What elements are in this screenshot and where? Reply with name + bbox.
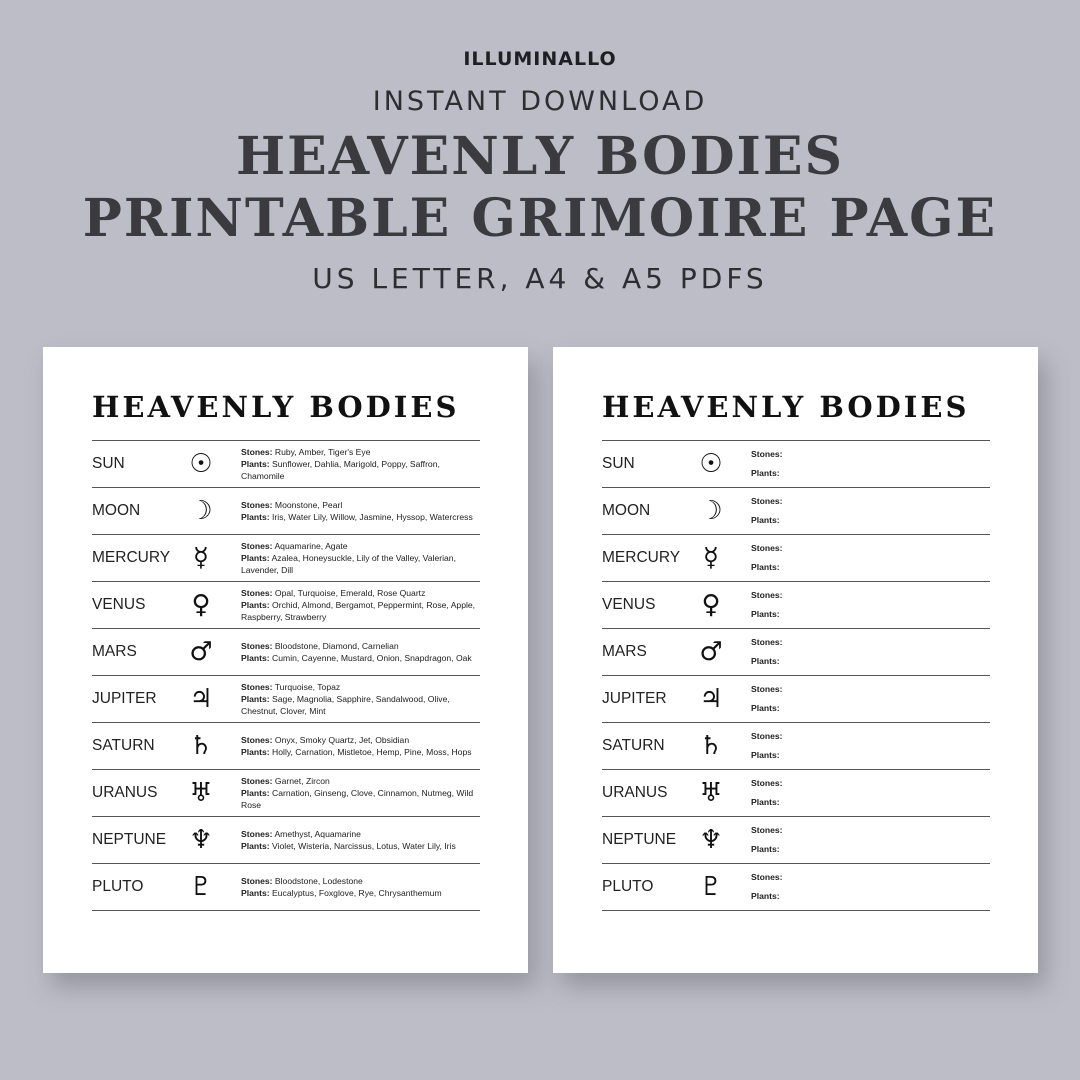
blank-correspondences	[751, 821, 990, 859]
planet-name: MOON	[602, 502, 651, 519]
blank-correspondences	[751, 445, 990, 483]
planet-name: SATURN	[602, 737, 665, 754]
page-title: HEAVENLY BODIES	[92, 390, 460, 424]
planet-name: MERCURY	[602, 549, 681, 566]
planet-row-mars	[602, 629, 990, 676]
plants-value: Orchid, Almond, Bergamot, Peppermint, Rose, Apple, Raspberry, Strawberry	[241, 600, 476, 622]
planet-correspondences	[241, 536, 480, 580]
plants-label: Plants:	[751, 562, 780, 572]
planet-row-mercury	[602, 535, 990, 582]
planet-name: MARS	[602, 643, 647, 660]
mercury-symbol-icon: ☿︎	[703, 543, 719, 573]
stones-label: Stones:	[751, 825, 783, 835]
stones-value: Moonstone, Pearl	[274, 500, 343, 510]
plants-value: Carnation, Ginseng, Clove, Cinnamon, Nutmeg, Wild Rose	[241, 788, 474, 810]
blank-correspondences	[751, 868, 990, 906]
stones-label: Stones:	[241, 829, 273, 839]
mars-symbol-icon: ♂︎	[699, 637, 723, 667]
planet-correspondences	[241, 824, 480, 856]
stones-value: Bloodstone, Lodestone	[274, 876, 363, 886]
plants-value: Violet, Wisteria, Narcissus, Lotus, Water Lily, Iris	[272, 841, 456, 851]
planet-name: SUN	[602, 455, 635, 472]
planet-row-sun	[92, 441, 480, 488]
blank-correspondences	[751, 774, 990, 812]
planet-correspondences	[241, 636, 480, 668]
blank-correspondences	[751, 539, 990, 577]
plants-label: Plants:	[751, 656, 780, 666]
stones-label: Stones:	[751, 590, 783, 600]
planet-correspondences	[241, 442, 480, 486]
planet-name: URANUS	[602, 784, 668, 801]
sun-symbol-icon: ☉︎	[699, 449, 723, 479]
stones-label: Stones:	[751, 684, 783, 694]
planet-correspondences	[241, 871, 480, 903]
planet-row-uranus	[602, 770, 990, 817]
planet-row-moon	[92, 488, 480, 535]
mars-symbol-icon: ♂︎	[189, 637, 213, 667]
stones-label: Stones:	[751, 778, 783, 788]
stones-label: Stones:	[241, 876, 273, 886]
plants-label: Plants:	[751, 750, 780, 760]
blank-correspondences	[751, 680, 990, 718]
mercury-symbol-icon: ☿︎	[193, 543, 209, 573]
uranus-symbol-icon: ♅︎	[189, 778, 213, 808]
planet-correspondences	[241, 583, 480, 627]
planet-row-mars	[92, 629, 480, 676]
planet-name: VENUS	[602, 596, 656, 613]
planet-name: NEPTUNE	[92, 831, 167, 848]
stones-value: Ruby, Amber, Tiger's Eye	[274, 447, 371, 457]
planet-table	[92, 440, 480, 911]
blank-page-preview	[553, 347, 1038, 973]
planet-correspondences	[241, 730, 480, 762]
plants-value: Azalea, Honeysuckle, Lily of the Valley, Valerian, Lavender, Dill	[241, 553, 456, 575]
plants-value: Sage, Magnolia, Sapphire, Sandalwood, Olive, Chestnut, Clover, Mint	[241, 694, 450, 716]
stones-value: Turquoise, Topaz	[274, 682, 341, 692]
planet-row-moon	[602, 488, 990, 535]
plants-label: Plants:	[241, 553, 270, 563]
planet-row-neptune	[92, 817, 480, 864]
plants-label: Plants:	[241, 788, 270, 798]
stones-label: Stones:	[751, 872, 783, 882]
filled-page-preview	[43, 347, 528, 973]
stones-value: Aquamarine, Agate	[274, 541, 348, 551]
planet-name: PLUTO	[92, 878, 144, 895]
pluto-symbol-icon: ♇︎	[699, 872, 723, 902]
stones-label: Stones:	[241, 776, 273, 786]
stones-value: Garnet, Zircon	[274, 776, 330, 786]
planet-name: MOON	[92, 502, 141, 519]
planet-name: MARS	[92, 643, 137, 660]
plants-label: Plants:	[241, 512, 270, 522]
plants-value: Iris, Water Lily, Willow, Jasmine, Hyssop, Watercress	[272, 512, 473, 522]
brand-name: ILLUMINALLO	[463, 48, 617, 70]
stones-label: Stones:	[241, 682, 273, 692]
stones-label: Stones:	[751, 449, 783, 459]
stones-label: Stones:	[751, 543, 783, 553]
stones-label: Stones:	[751, 731, 783, 741]
planet-name: JUPITER	[602, 690, 667, 707]
plants-label: Plants:	[751, 515, 780, 525]
plants-label: Plants:	[751, 844, 780, 854]
plants-label: Plants:	[751, 703, 780, 713]
stones-label: Stones:	[751, 637, 783, 647]
planet-name: MERCURY	[92, 549, 171, 566]
plants-value: Sunflower, Dahlia, Marigold, Poppy, Saffron, Chamomile	[241, 459, 440, 481]
pluto-symbol-icon: ♇︎	[189, 872, 213, 902]
neptune-symbol-icon: ♆︎	[699, 825, 723, 855]
blank-correspondences	[751, 727, 990, 765]
moon-symbol-icon: ☽︎	[189, 496, 213, 526]
plants-value: Holly, Carnation, Mistletoe, Hemp, Pine, Moss, Hops	[272, 747, 472, 757]
stones-value: Onyx, Smoky Quartz, Jet, Obsidian	[274, 735, 410, 745]
planet-row-jupiter	[602, 676, 990, 723]
moon-symbol-icon: ☽︎	[699, 496, 723, 526]
planet-row-saturn	[92, 723, 480, 770]
blank-correspondences	[751, 492, 990, 530]
planet-row-pluto	[92, 864, 480, 911]
planet-name: JUPITER	[92, 690, 157, 707]
jupiter-symbol-icon: ♃︎	[699, 684, 723, 714]
planet-row-venus	[602, 582, 990, 629]
stones-label: Stones:	[241, 641, 273, 651]
plants-value: Cumin, Cayenne, Mustard, Onion, Snapdragon, Oak	[272, 653, 472, 663]
jupiter-symbol-icon: ♃︎	[189, 684, 213, 714]
planet-name: VENUS	[92, 596, 146, 613]
planet-row-venus	[92, 582, 480, 629]
sun-symbol-icon: ☉︎	[189, 449, 213, 479]
planet-name: NEPTUNE	[602, 831, 677, 848]
stones-label: Stones:	[241, 735, 273, 745]
saturn-symbol-icon: ♄︎	[189, 731, 213, 761]
stones-label: Stones:	[751, 496, 783, 506]
stones-label: Stones:	[241, 447, 273, 457]
planet-correspondences	[241, 771, 480, 815]
planet-correspondences	[241, 677, 480, 721]
plants-label: Plants:	[751, 797, 780, 807]
plants-label: Plants:	[241, 747, 270, 757]
plants-value: Eucalyptus, Foxglove, Rye, Chrysanthemum	[272, 888, 442, 898]
blank-correspondences	[751, 586, 990, 624]
plants-label: Plants:	[241, 888, 270, 898]
planet-name: SATURN	[92, 737, 155, 754]
plants-label: Plants:	[241, 459, 270, 469]
plants-label: Plants:	[241, 653, 270, 663]
neptune-symbol-icon: ♆︎	[189, 825, 213, 855]
planet-row-neptune	[602, 817, 990, 864]
plants-label: Plants:	[751, 891, 780, 901]
stones-value: Bloodstone, Diamond, Carnelian	[274, 641, 399, 651]
planet-row-pluto	[602, 864, 990, 911]
plants-label: Plants:	[241, 841, 270, 851]
headline-line-2: PRINTABLE GRIMOIRE PAGE	[82, 188, 998, 249]
subtitle: INSTANT DOWNLOAD	[372, 86, 708, 117]
planet-correspondences	[241, 495, 480, 527]
planet-name: URANUS	[92, 784, 158, 801]
saturn-symbol-icon: ♄︎	[699, 731, 723, 761]
venus-symbol-icon: ♀︎	[191, 590, 211, 620]
planet-row-saturn	[602, 723, 990, 770]
blank-correspondences	[751, 633, 990, 671]
page-title: HEAVENLY BODIES	[602, 390, 970, 424]
planet-row-uranus	[92, 770, 480, 817]
plants-label: Plants:	[241, 600, 270, 610]
planet-row-jupiter	[92, 676, 480, 723]
headline-line-1: HEAVENLY BODIES	[235, 126, 845, 187]
planet-name: PLUTO	[602, 878, 654, 895]
stones-label: Stones:	[241, 588, 273, 598]
stones-value: Opal, Turquoise, Emerald, Rose Quartz	[274, 588, 426, 598]
stones-label: Stones:	[241, 500, 273, 510]
plants-label: Plants:	[751, 609, 780, 619]
stones-value: Amethyst, Aquamarine	[274, 829, 361, 839]
planet-table-blank	[602, 440, 990, 911]
planet-name: SUN	[92, 455, 125, 472]
uranus-symbol-icon: ♅︎	[699, 778, 723, 808]
stones-label: Stones:	[241, 541, 273, 551]
formats-text: US LETTER, A4 & A5 PDFS	[312, 262, 768, 295]
plants-label: Plants:	[751, 468, 780, 478]
planet-row-sun	[602, 441, 990, 488]
planet-row-mercury	[92, 535, 480, 582]
venus-symbol-icon: ♀︎	[701, 590, 721, 620]
plants-label: Plants:	[241, 694, 270, 704]
